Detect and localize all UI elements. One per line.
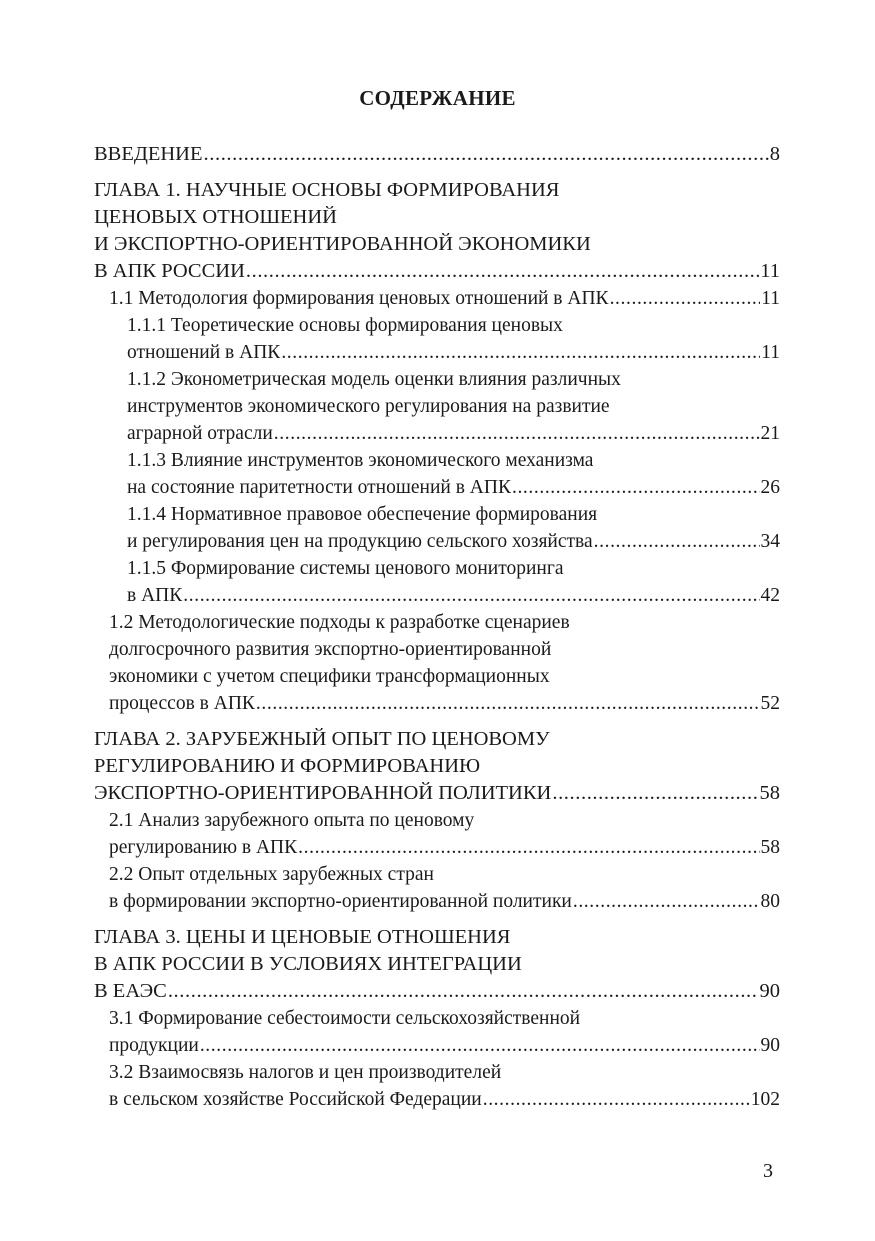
toc-page-number: 90 [760,1035,780,1056]
dot-leader [610,285,761,312]
toc-page-number: 102 [750,1089,780,1110]
toc-entry-last-line [109,1086,780,1113]
toc-entry-label: в АПК [127,585,183,606]
toc-entry-label: на состояние паритетности отношений в АПК [127,477,511,498]
toc-entry-label: аграрной отрасли [127,423,273,444]
toc-page-number: 80 [760,891,780,912]
toc-page-number: 11 [761,288,780,309]
toc-entry-last-line [94,258,780,285]
toc-entry-last-line [109,888,780,915]
toc-entry-label: В ЕАЭС [94,980,167,1002]
toc-entry-label: в формировании экспортно-ориентированной политики [109,891,572,912]
toc-entry-line: 2.1 Анализ зарубежного опыта по ценовому [109,810,475,831]
toc-entry-line: ЦЕНОВЫХ ОТНОШЕНИЙ [94,206,337,228]
toc-page-number: 90 [759,980,780,1002]
toc-entry-last-line [127,528,780,555]
toc-entry-line: 1.2 Методологические подходы к разработке сценариев [109,612,570,633]
dot-leader [168,978,759,1005]
toc-entry-last-line [94,141,780,168]
toc-entry-label: регулированию в АПК [109,837,298,858]
toc-page-number: 8 [769,143,780,165]
toc-entry-line: 3.1 Формирование себестоимости сельскохозяйственной [109,1008,581,1029]
toc-entry-last-line [127,582,780,609]
dot-leader [483,1086,750,1113]
toc-entry-line: долгосрочного развития экспортно-ориентированной [109,639,552,660]
dot-leader [281,339,760,366]
page-title: СОДЕРЖАНИЕ [359,86,516,110]
toc-page-number: 11 [761,342,780,363]
toc-entry-last-line [109,1032,780,1059]
toc-entry-line: инструментов экономического регулирования на развитие [127,396,610,417]
toc-entry-section-2-1[interactable] [94,807,780,861]
dot-leader [512,474,760,501]
toc-entry-label: ЭКСПОРТНО-ОРИЕНТИРОВАННОЙ ПОЛИТИКИ [94,782,552,804]
toc-entry-section-1-1-5[interactable] [94,555,780,609]
toc-entry-line: ГЛАВА 3. ЦЕНЫ И ЦЕНОВЫЕ ОТНОШЕНИЯ [94,926,511,948]
toc-entry-label: процессов в АПК [109,693,255,714]
toc-entry-line: 1.1.5 Формирование системы ценового мониторинга [127,558,564,579]
toc-entry-label: 1.1 Методология формирования ценовых отношений в АПК [109,288,609,309]
toc-entry-section-1-1[interactable] [94,285,780,312]
toc-entry-line: 2.2 Опыт отдельных зарубежных стран [109,864,434,885]
toc-entry-line: В АПК РОССИИ В УСЛОВИЯХ ИНТЕГРАЦИИ [94,953,522,975]
toc-entry-last-line [109,285,780,312]
toc-entry-section-3-2[interactable] [94,1059,780,1113]
page-number: 3 [763,1160,773,1182]
toc-entry-last-line [127,420,780,447]
toc-entry-line: 1.1.2 Эконометрическая модель оценки влияния различных [127,369,621,390]
toc-page-number: 34 [760,531,780,552]
toc-entry-last-line [94,978,780,1005]
toc-entry-chapter-3[interactable] [94,924,780,1005]
dot-leader [204,141,769,168]
toc-entry-section-3-1[interactable] [94,1005,780,1059]
toc-entry-line: 1.1.4 Нормативное правовое обеспечение формирования [127,504,598,525]
dot-leader [246,258,759,285]
toc-entry-last-line [127,339,780,366]
toc-entry-line: ГЛАВА 1. НАУЧНЫЕ ОСНОВЫ ФОРМИРОВАНИЯ [94,179,560,201]
toc-entry-last-line [127,474,780,501]
dot-leader [274,420,760,447]
toc-entry-label: продукции [109,1035,199,1056]
toc-entry-section-1-1-1[interactable] [94,312,780,366]
toc-page-number: 52 [760,693,780,714]
dot-leader [298,834,759,861]
dot-leader [183,582,759,609]
toc-entry-introduction[interactable] [94,141,780,168]
toc-entry-label: и регулирования цен на продукцию сельского хозяйства [127,531,593,552]
dot-leader [552,780,758,807]
dot-leader [256,690,760,717]
toc-page-number: 58 [759,782,780,804]
toc-entry-last-line [94,780,780,807]
toc-entry-label: ВВЕДЕНИЕ [94,143,203,165]
dot-leader [200,1032,760,1059]
toc-entry-section-1-1-4[interactable] [94,501,780,555]
toc-page-number: 21 [760,423,780,444]
toc-entry-section-1-2[interactable] [94,609,780,717]
toc-entry-line: И ЭКСПОРТНО-ОРИЕНТИРОВАННОЙ ЭКОНОМИКИ [94,233,591,255]
toc-entry-label: В АПК РОССИИ [94,260,245,282]
toc-entry-line: ГЛАВА 2. ЗАРУБЕЖНЫЙ ОПЫТ ПО ЦЕНОВОМУ [94,728,550,750]
toc-entry-section-1-1-2[interactable] [94,366,780,447]
toc-page-number: 11 [760,260,780,282]
toc-entry-section-1-1-3[interactable] [94,447,780,501]
toc-entry-label: в сельском хозяйстве Российской Федерации [109,1089,482,1110]
toc-entry-last-line [109,690,780,717]
toc-entry-chapter-1[interactable] [94,177,780,285]
toc-entry-line: 1.1.1 Теоретические основы формирования ценовых [127,315,563,336]
toc-entry-line: 1.1.3 Влияние инструментов экономического механизма [127,450,594,471]
toc-entry-chapter-2[interactable] [94,726,780,807]
toc-entry-section-2-2[interactable] [94,861,780,915]
toc-entry-last-line [109,834,780,861]
toc-page-number: 58 [760,837,780,858]
toc-entry-line: РЕГУЛИРОВАНИЮ И ФОРМИРОВАНИЮ [94,755,481,777]
dot-leader [573,888,760,915]
table-of-contents [94,141,780,1113]
toc-entry-line: экономики с учетом специфики трансформационных [109,666,550,687]
toc-page-number: 42 [760,585,780,606]
dot-leader [594,528,760,555]
toc-page-number: 26 [760,477,780,498]
toc-entry-label: отношений в АПК [127,342,281,363]
toc-entry-line: 3.2 Взаимосвязь налогов и цен производителей [109,1062,502,1083]
